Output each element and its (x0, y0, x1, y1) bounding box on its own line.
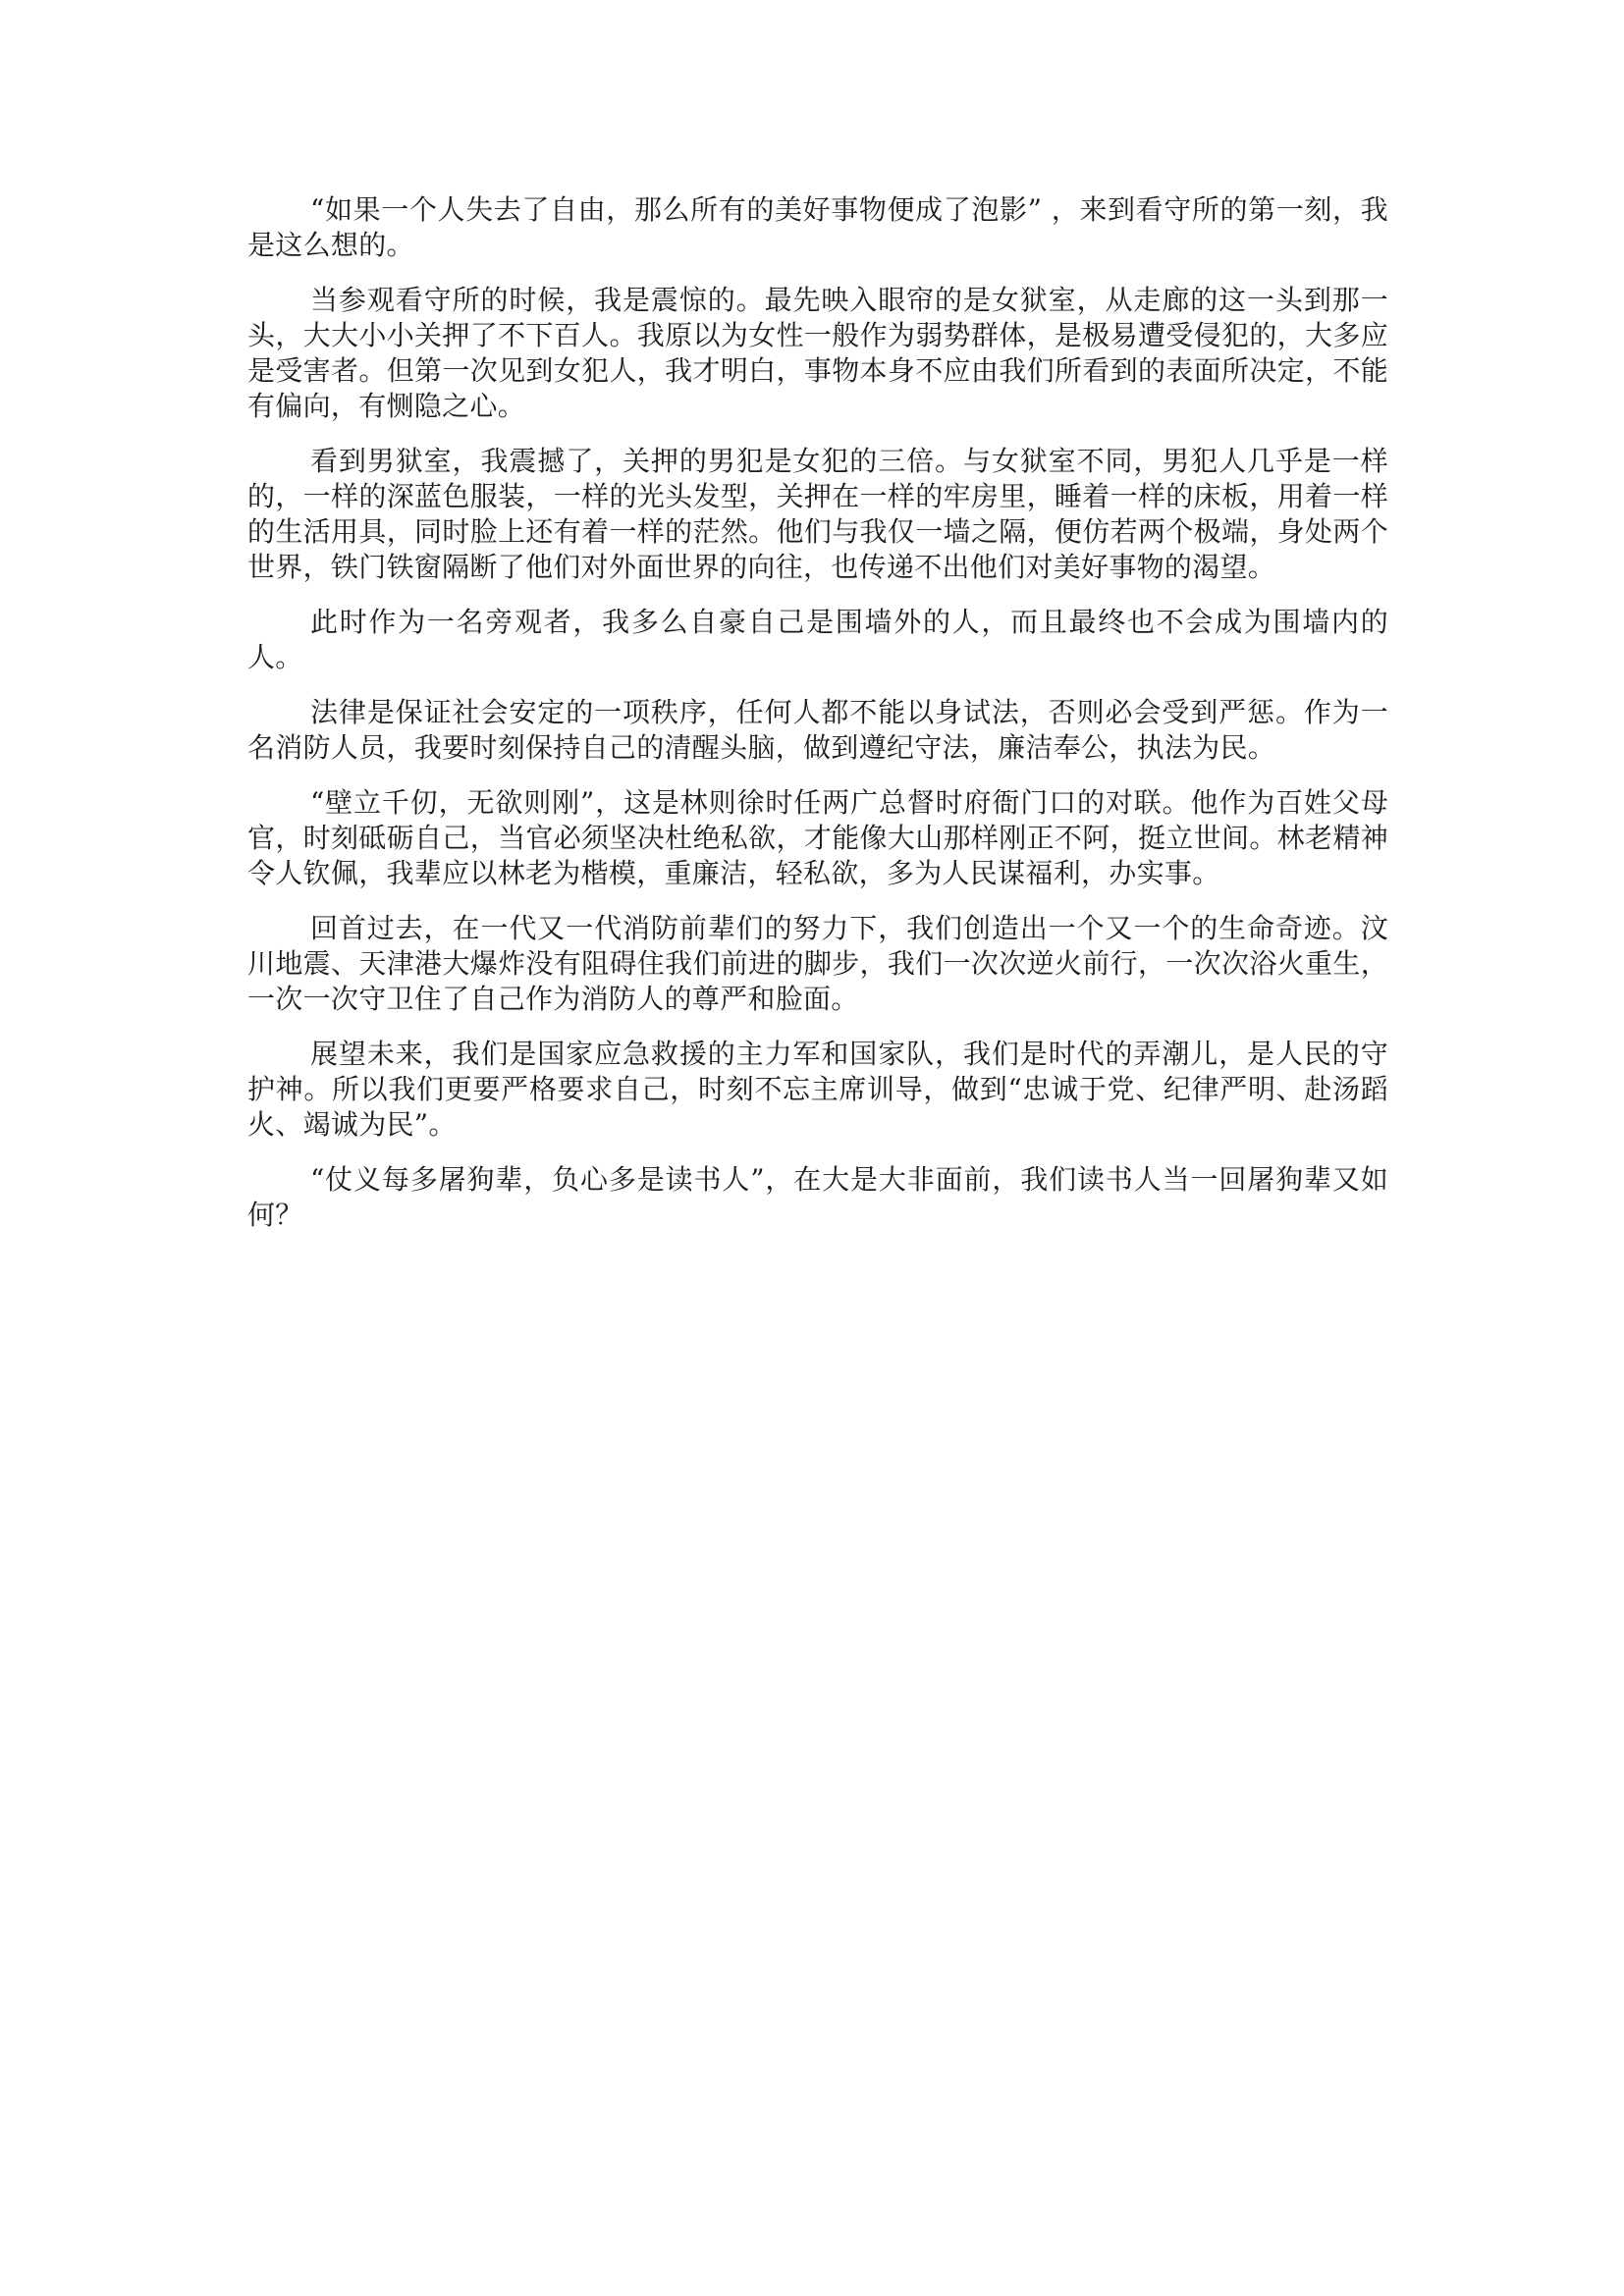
paragraph: “壁立千仞，无欲则刚”，这是林则徐时任两广总督时府衙门口的对联。他作为百姓父母官，时刻砥砺自己，当官必须坚决杜绝私欲，才能像大山那样刚正不阿，挺立世间。林老精神令人钦佩，我辈应以林老为楷模，重廉洁，轻私欲，多为人民谋福利，办实事。 (247, 786, 1388, 889)
paragraph: 回首过去，在一代又一代消防前辈们的努力下，我们创造出一个又一个的生命奇迹。汶川地震、天津港大爆炸没有阻碍住我们前进的脚步，我们一次次逆火前行，一次次浴火重生，一次一次守卫住了自己作为消防人的尊严和脸面。 (247, 912, 1388, 1015)
paragraph: 看到男狱室，我震撼了，关押的男犯是女犯的三倍。与女狱室不同，男犯人几乎是一样的，一样的深蓝色服装，一样的光头发型，关押在一样的牢房里，睡着一样的床板，用着一样的生活用具，同时脸上还有着一样的茫然。他们与我仅一墙之隔，便仿若两个极端，身处两个世界，铁门铁窗隔断了他们对外面世界的向往，也传递不出他们对美好事物的渴望。 (247, 445, 1388, 583)
paragraph: “如果一个人失去了自由，那么所有的美好事物便成了泡影” ，来到看守所的第一刻，我是这么想的。 (247, 193, 1388, 261)
paragraph: 此时作为一名旁观者，我多么自豪自己是围墙外的人，而且最终也不会成为围墙内的人。 (247, 606, 1388, 673)
paragraph: 当参观看守所的时候，我是震惊的。最先映入眼帘的是女狱室，从走廊的这一头到那一头，大大小小关押了不下百人。我原以为女性一般作为弱势群体，是极易遭受侵犯的，大多应是受害者。但第一次见到女犯人，我才明白，事物本身不应由我们所看到的表面所决定，不能有偏向，有恻隐之心。 (247, 284, 1388, 422)
paragraph: 法律是保证社会安定的一项秩序，任何人都不能以身试法，否则必会受到严惩。作为一名消防人员，我要时刻保持自己的清醒头脑，做到遵纪守法，廉洁奉公，执法为民。 (247, 696, 1388, 764)
document-body (247, 192, 1388, 1253)
paragraph: “仗义每多屠狗辈，负心多是读书人”，在大是大非面前，我们读书人当一回屠狗辈又如何？ (247, 1163, 1388, 1231)
paragraph: 展望未来，我们是国家应急救援的主力军和国家队，我们是时代的弄潮儿，是人民的守护神。所以我们更要严格要求自己，时刻不忘主席训导，做到“忠诚于党、纪律严明、赴汤蹈火、竭诚为民”。 (247, 1038, 1388, 1141)
